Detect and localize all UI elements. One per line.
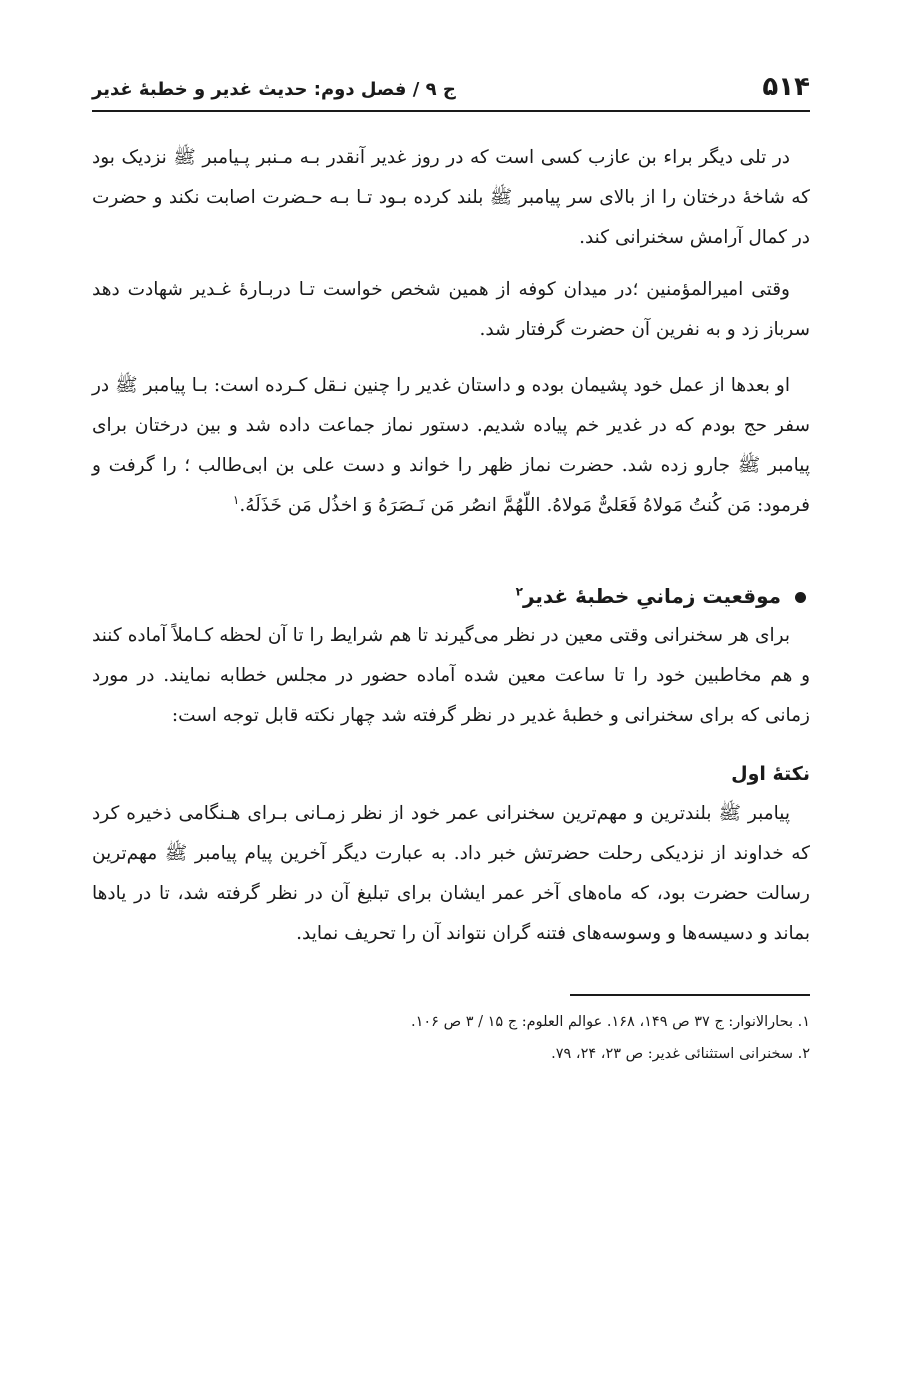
page-header (92, 62, 810, 112)
body-text (92, 138, 810, 954)
book-page (92, 62, 810, 1070)
hadith-quote: مَن کُنتُ مَولاهُ فَعَلیٌّ مَولاهُ. اللّهُمَّ انصُر مَن نَـصَرَهُ وَ اخذُل مَن خَذَلَهُ. (239, 495, 752, 516)
footnote-ref-1[interactable]: ۱ (232, 492, 240, 507)
footnote-1: ۱. بحارالانوار: ج ۳۷ ص ۱۴۹، ۱۶۸. عوالم العلوم: ج ۱۵ / ۳ ص ۱۰۶. (411, 1014, 810, 1030)
paragraph-first-point: پیامبر ﷺ بلندترین و مهم‌ترین سخنرانی عمر خود از نظر زمـانی بـرای هـنگامی ذخیره کرد که خداوند از نزدیکی رحلت حضرتش خبر داد. به عبارت دیگر آخرین پیام پیامبر ﷺ مهم‌ترین رسالت حضرت بود، که ماه‌های آخر عمر ایشان برای تبلیغ آن در نظر گرفته شد، تا در یادها بماند و دسیسه‌ها و وسوسه‌های فتنه گران نتواند آن را تحریف نماید. (92, 803, 810, 944)
subheading-first-point: نکتهٔ اول (731, 763, 810, 785)
paragraph-speech-timing: برای هر سخنرانی وقتی معین در نظر می‌گیرند تا هم شرایط را تا آن لحظه کـاملاً آماده کنند و هم مخاطبین خود را تا ساعت معین شده آماده حضور در مجلس خطابه نمایند. در مورد زمانی که برای سخنرانی و خطبهٔ غدیر در نظر گرفته شد چهار نکته قابل توجه است: (92, 625, 810, 726)
paragraph-narration (92, 366, 810, 526)
section-heading (92, 576, 810, 616)
paragraph-bara-ibn-azib: در تلی دیگر براء بن عازب کسی است که در روز غدیر آنقدر بـه مـنبر پـیامبر ﷺ نزدیک بود که شاخهٔ درختان را از بالای سر پیامبر ﷺ بلند کرده بـود تـا بـه حـضرت اصابت نکند و حضرت در کمال آرامش سخنرانی کند. (92, 147, 810, 248)
footnote-2: ۲. سخنرانی استثنائی غدیر: ص ۲۳، ۲۴، ۷۹. (551, 1046, 810, 1062)
footnotes (92, 1006, 810, 1070)
narration-text: او بعدها از عمل خود پشیمان بوده و داستان غدیر را چنین نـقل کـرده است: بـا پیامبر ﷺ در سفر حج بودم که در غدیر خم پیاده شدیم. دستور نماز جماعت داده شد و بین درختان برای پیامبر ﷺ جارو زده شد. حضرت نماز ظهر را خواند و دست علی بن ابی‌طالب ؛ را گرفت و فرمود: (92, 375, 810, 516)
page-number: ۵۱۴ (762, 72, 810, 102)
bullet-icon (795, 592, 806, 603)
paragraph-kufa-testimony: وقتی امیرالمؤمنین ؛در میدان کوفه از همین شخص خواست تـا دربـارهٔ غـدیر شهادت دهد سرباز زد و به نفرین آن حضرت گرفتار شد. (92, 279, 810, 340)
section-heading-text: موقعیت زمانیِ خطبهٔ غدیر (522, 584, 781, 608)
footnote-ref-2[interactable]: ۲ (515, 584, 523, 599)
footnote-divider (570, 994, 810, 996)
running-title: ج ۹ / فصل دوم: حدیث غدیر و خطبهٔ غدیر (92, 79, 456, 100)
